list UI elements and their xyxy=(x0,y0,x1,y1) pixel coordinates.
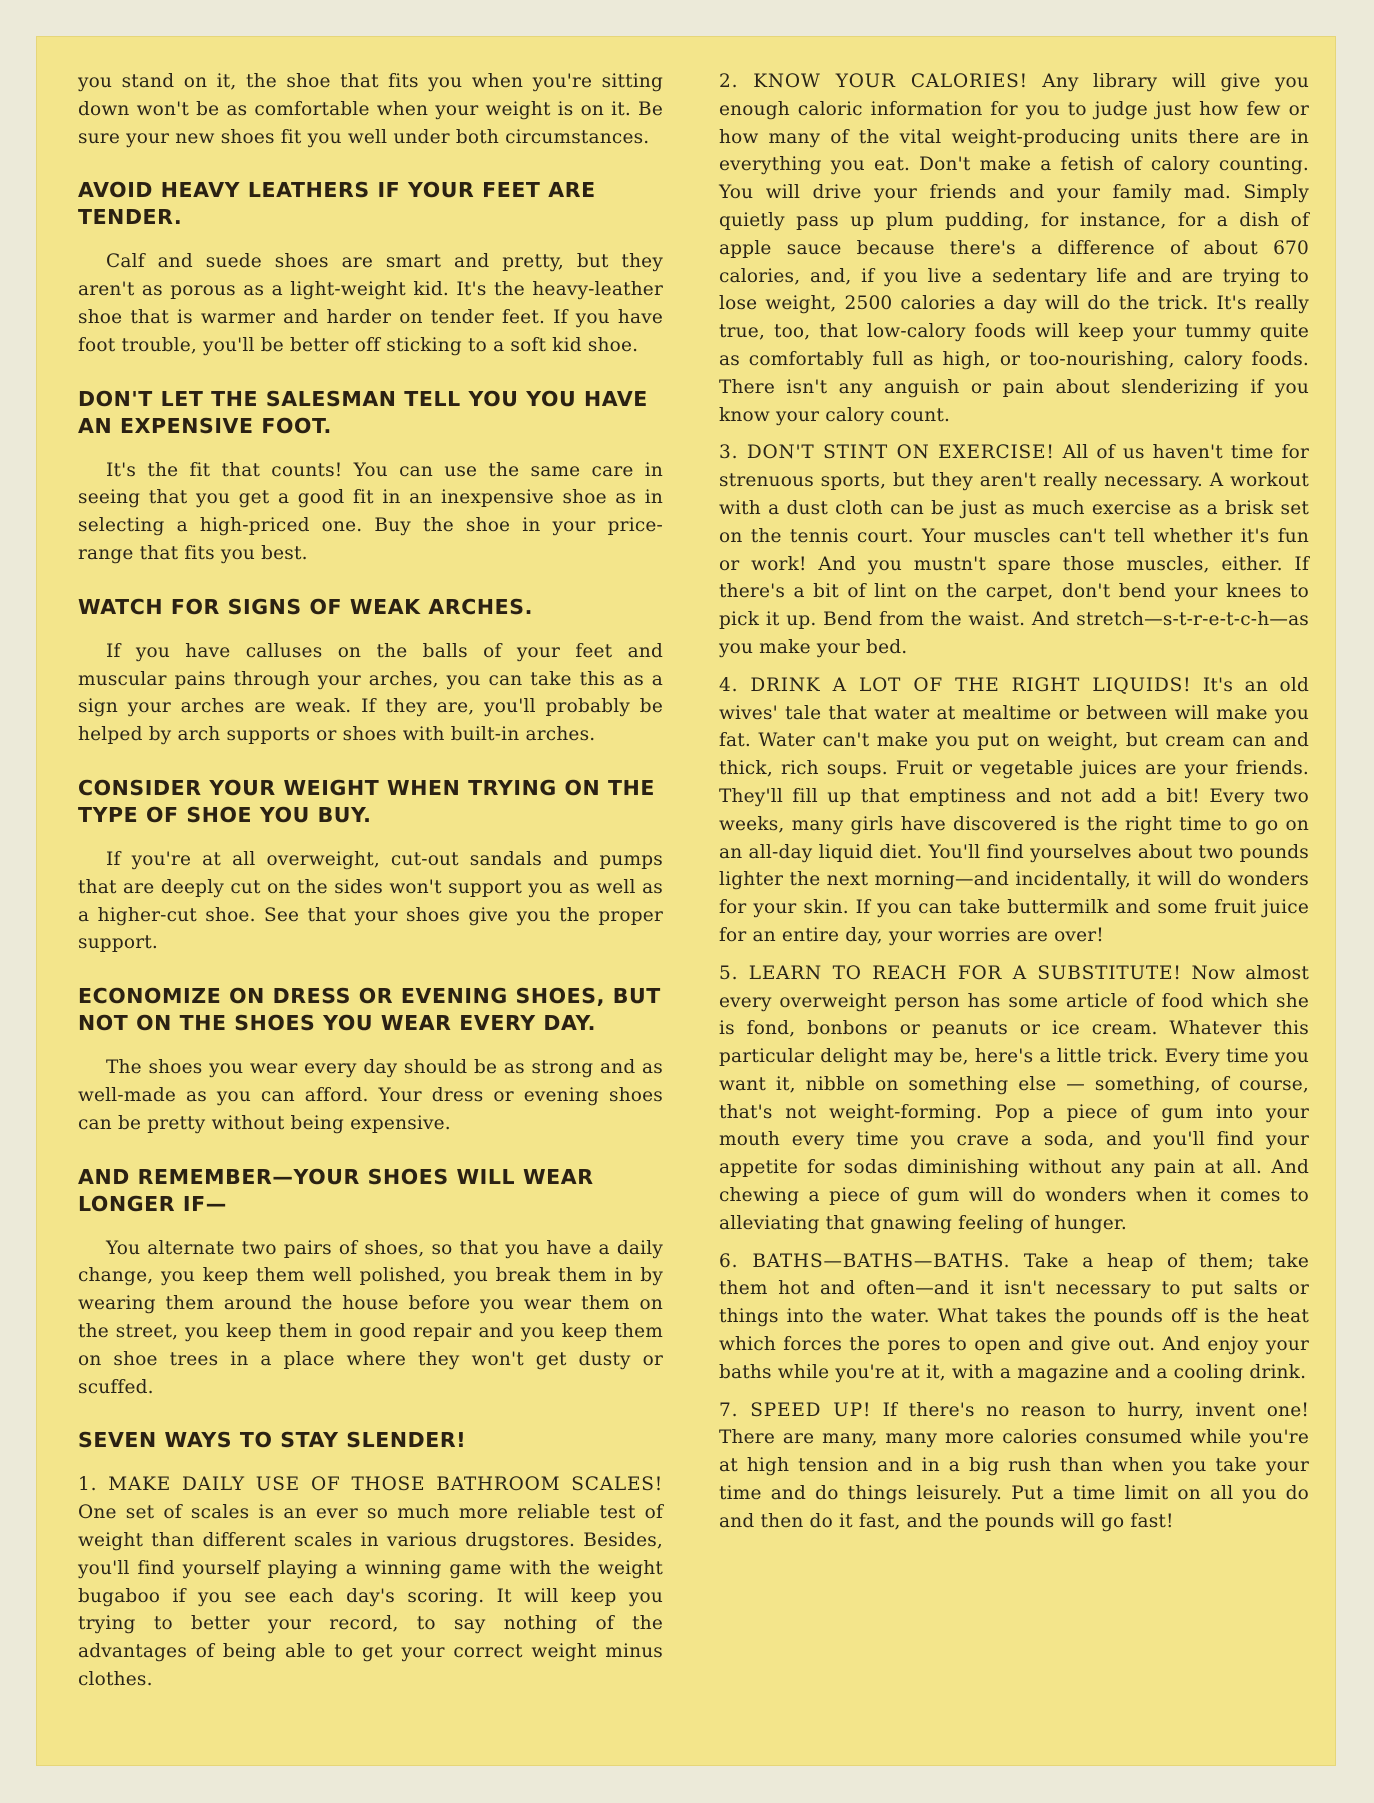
tip-3 xyxy=(719,439,1309,661)
tip-7 xyxy=(719,1397,1309,1536)
tip-2-lead: 2. KNOW YOUR CALORIES! xyxy=(719,71,1028,92)
tip-7-lead: 7. SPEED UP! xyxy=(719,1399,872,1421)
heading-weak-arches: WATCH FOR SIGNS OF WEAK ARCHES. xyxy=(78,594,533,619)
body-heavy-leathers: Calf and suede shoes are smart and pretty, but they aren't as porous as a light-weight kid. It's the heavy-leather shoe that is warmer and harder on tender feet. If you have foot trouble, you'll be better off sticking to a soft kid shoe. xyxy=(78,251,663,356)
body-economize: The shoes you wear every day should be as strong and as well-made as you can afford. Your dress or evening shoes can be pretty without being expensive. xyxy=(78,1057,663,1134)
tip-1-body: One set of scales is an ever so much more reliable test of weight than different scales in various drugstores. Besides, you'll find yourself playing a winning game with the weight bugaboo if you see each day's scoring. It will keep you trying to better your record, to say nothing of the advantages of being able to get your correct weight minus clothes. xyxy=(78,1502,663,1690)
tip-4-lead: 4. DRINK A LOT OF THE RIGHT LIQUIDS! xyxy=(719,674,1192,696)
body-consider-weight: If you're at all overweight, cut-out sandals and pumps that are deeply cut on the sides won't support you as well as a higher-cut shoe. See that your shoes give you the proper support. xyxy=(78,848,663,954)
right-column xyxy=(719,68,1309,1536)
heading-remember: AND REMEMBER—YOUR SHOES WILL WEAR LONGER IF— xyxy=(78,1164,594,1216)
tip-7-body: If there's no reason to hurry, invent one! There are many, many more calories consumed while you're at high tension and in a big rush than when you take your time and do things leisurely. Put a time limit on all you do and then do it fast, and the pounds will go fast! xyxy=(719,1399,1309,1532)
heading-economize: ECONOMIZE ON DRESS OR EVENING SHOES, BUT NOT ON THE SHOES YOU WEAR EVERY DAY. xyxy=(78,984,661,1036)
heading-heavy-leathers: AVOID HEAVY LEATHERS IF YOUR FEET ARE TENDER. xyxy=(78,178,596,230)
tip-4 xyxy=(719,672,1309,950)
tip-3-body: All of us haven't time for strenuous sports, but they aren't really necessary. A workout with a dust cloth can be just as much exercise as a brisk set on the tennis court. Your muscles can't tell whether it's fun or work! And you mustn't spare those muscles, either. If there's a bit of lint on the carpet, don't bend your knees to pick it up. Bend from the waist. And stretch—s-t-r-e-t-c-h—as you make your bed. xyxy=(719,442,1309,658)
tip-2 xyxy=(719,68,1309,429)
body-remember: You alternate two pairs of shoes, so that you have a daily change, you keep them well polished, you break them in by wearing them around the house before you wear them on the street, you keep them in good repair and you keep them on shoe trees in a place where they won't get dusty or scuffed. xyxy=(78,1237,663,1398)
body-salesman: It's the fit that counts! You can use the same care in seeing that you get a good fit in an inexpensive shoe as in selecting a high-priced one. Buy the shoe in your price-range that fits you best. xyxy=(78,459,663,564)
body-weak-arches: If you have calluses on the balls of your feet and muscular pains through your arches, you can take this as a sign your arches are weak. If they are, you'll probably be helped by arch supports or shoes with built-in arches. xyxy=(78,640,663,746)
tip-6-body: Take a heap of them; take them hot and often—and it isn't necessary to put salts or things into the water. What takes the pounds off is the heat which forces the pores to open and give out. And enjoy your baths while you're at it, with a magazine and a cooling drink. xyxy=(719,1250,1309,1383)
tip-4-body: It's an old wives' tale that water at mealtime or between will make you fat. Water can't make you put on weight, but cream can and thick, rich soups. Fruit or vegetable juices are your friends. They'll fill up that emptiness and not add a bit! Every two weeks, many girls have discovered is the right time to go on an all-day liquid diet. You'll find yourselves about two pounds lighter the next morning—and incidentally, it will do wonders for your skin. If you can take buttermilk and some fruit juice for an entire day, your worries are over! xyxy=(719,674,1310,946)
tip-5-lead: 5. LEARN TO REACH FOR A SUBSTITUTE! xyxy=(719,962,1182,984)
tip-5-body: Now almost every overweight person has some article of food which she is fond, bonbons or peanuts or ice cream. Whatever this particular delight may be, here's a little trick. Every time you want it, nibble on something else — something, of course, that's not weight-forming. Pop a piece of gum into your mouth every time you crave a soda, and you'll find your appetite for sodas diminishing without any pain at all. And chewing a piece of gum will do wonders when it comes to alleviating that gnawing feeling of hunger. xyxy=(719,962,1309,1234)
heading-seven-ways: SEVEN WAYS TO STAY SLENDER! xyxy=(78,1428,467,1453)
tip-1-lead: 1. MAKE DAILY USE OF THOSE BATHROOM SCALES! xyxy=(78,1474,663,1496)
tip-1 xyxy=(78,1471,663,1693)
tip-6 xyxy=(719,1248,1309,1387)
heading-salesman: DON'T LET THE SALESMAN TELL YOU YOU HAVE AN EXPENSIVE FOOT. xyxy=(78,386,648,438)
heading-consider-weight: CONSIDER YOUR WEIGHT WHEN TRYING ON THE TYPE OF SHOE YOU BUY. xyxy=(78,775,655,827)
tip-2-body: Any library will give you enough caloric information for you to judge just how few or how many of the vital weight-producing units there are in everything you eat. Don't make a fetish of calory counting. You will drive your friends and your family mad. Simply quietly pass up plum pudding, for instance, for a dish of apple sauce because there's a difference of about 670 calories, and, if you live a sedentary life and are trying to lose weight, 2500 calories a day will do the trick. It's really true, too, that low-calory foods will keep your tummy quite as comfortably full as high, or too-nourishing, calory foods. There isn't any anguish or pain about slenderizing if you know your calory count. xyxy=(719,71,1309,426)
magazine-page xyxy=(36,36,1336,1766)
tip-6-lead: 6. BATHS—BATHS—BATHS. xyxy=(719,1250,1011,1272)
tip-3-lead: 3. DON'T STINT ON EXERCISE! xyxy=(719,442,1055,464)
left-column xyxy=(78,68,663,1694)
tip-5 xyxy=(719,960,1309,1238)
intro-paragraph: you stand on it, the shoe that fits you when you're sitting down won't be as comfortable when your weight is on it. Be sure your new shoes fit you well under both circumstances. xyxy=(78,71,663,148)
